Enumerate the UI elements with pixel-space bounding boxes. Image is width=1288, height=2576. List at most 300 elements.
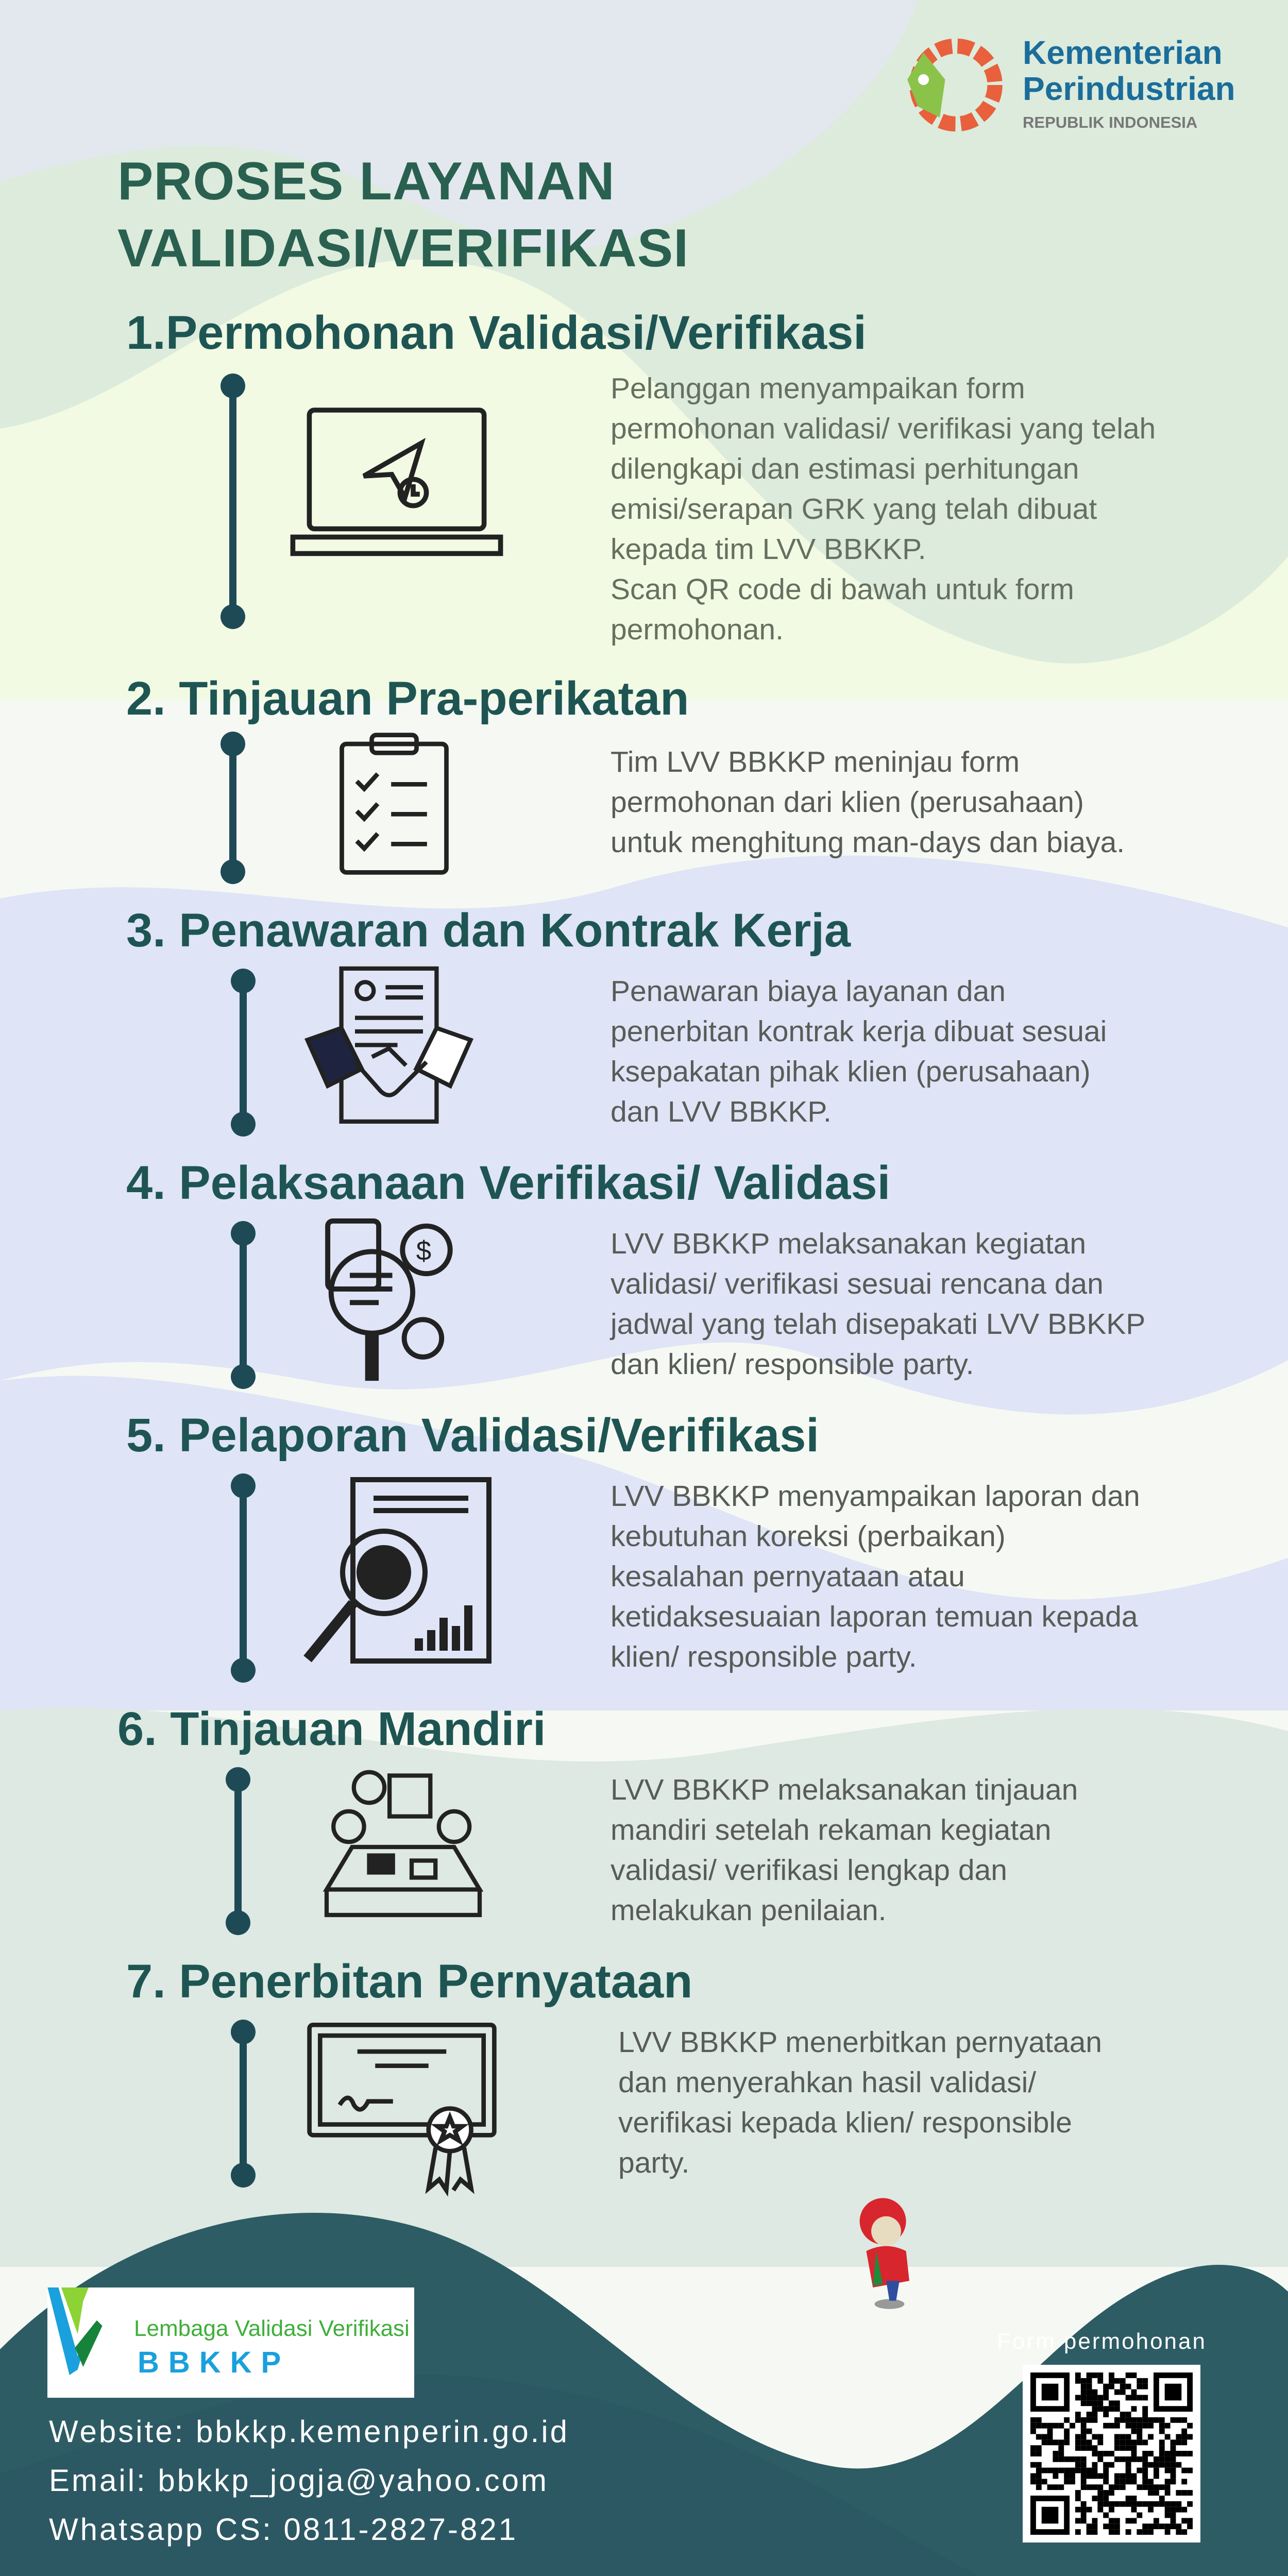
desc-line: dan menyerahkan hasil validasi/ [618, 2066, 1037, 2099]
desc-line: Pelanggan menyampaikan form [611, 372, 1025, 405]
desc-line: dan LVV BBKKP. [611, 1095, 832, 1128]
qr-module [1070, 2456, 1075, 2462]
qr-module [1047, 2429, 1053, 2434]
lvv-logo-mark-icon [47, 2287, 130, 2375]
qr-module [1053, 2451, 1058, 2456]
qr-module [1064, 2439, 1070, 2445]
qr-module [1103, 2496, 1109, 2501]
qr-module [1064, 2434, 1070, 2439]
qr-module [1092, 2468, 1097, 2473]
qr-module [1120, 2417, 1126, 2423]
qr-module [1109, 2378, 1114, 2384]
step-4-title: 4. Pelaksanaan Verifikasi/ Validasi [126, 1157, 891, 1209]
qr-module [1181, 2468, 1187, 2473]
page-title-line1: PROSES LAYANAN [117, 151, 615, 211]
qr-module [1047, 2484, 1053, 2490]
qr-code[interactable] [1023, 2365, 1200, 2543]
qr-module [1159, 2417, 1165, 2423]
qr-module [1126, 2473, 1131, 2479]
qr-module [1142, 2529, 1148, 2535]
qr-module [1176, 2462, 1181, 2468]
qr-module [1087, 2372, 1092, 2378]
desc-line: untuk menghitung man-days dan biaya. [611, 826, 1125, 859]
ministry-name-2: Perindustrian [1023, 70, 1235, 107]
qr-module [1097, 2507, 1103, 2513]
desc-line: Scan QR code di bawah untuk form [611, 573, 1074, 606]
qr-module [1137, 2434, 1142, 2439]
qr-module [1120, 2473, 1126, 2479]
qr-module [1058, 2484, 1064, 2490]
qr-module [1165, 2456, 1171, 2462]
desc-line: LVV BBKKP melaksanakan kegiatan [611, 1227, 1087, 1260]
qr-module [1092, 2395, 1097, 2400]
qr-module [1154, 2468, 1159, 2473]
qr-module [1097, 2451, 1103, 2456]
ministry-logo [896, 31, 1235, 139]
qr-module [1092, 2496, 1097, 2501]
qr-module [1114, 2434, 1120, 2439]
qr-module [1142, 2462, 1148, 2468]
qr-module [1142, 2412, 1148, 2417]
qr-module [1109, 2501, 1114, 2507]
qr-module [1142, 2468, 1148, 2473]
qr-module [1159, 2462, 1165, 2468]
qr-module [1154, 2473, 1159, 2479]
qr-module [1081, 2462, 1087, 2468]
qr-module [1053, 2439, 1058, 2445]
ministry-name: Kementerian [1023, 34, 1223, 71]
step-5-title: 5. Pelaporan Validasi/Verifikasi [126, 1409, 819, 1462]
qr-module [1092, 2473, 1097, 2479]
qr-module [1097, 2490, 1103, 2496]
qr-module [1081, 2501, 1087, 2507]
step-3-description [611, 971, 1229, 1132]
step-1-title: 1.Permohonan Validasi/Verifikasi [126, 307, 867, 359]
qr-module [1126, 2501, 1131, 2507]
qr-module [1142, 2384, 1148, 2389]
qr-module [1103, 2513, 1109, 2518]
qr-module [1181, 2479, 1187, 2484]
qr-module [1181, 2490, 1187, 2496]
qr-module [1030, 2479, 1036, 2484]
desc-line: ketidaksesuaian laporan temuan kepada [611, 1600, 1138, 1633]
qr-module [1103, 2523, 1109, 2529]
qr-module [1126, 2479, 1131, 2484]
qr-module [1081, 2384, 1087, 2389]
qr-module [1103, 2462, 1109, 2468]
qr-module [1126, 2529, 1131, 2535]
qr-module [1075, 2518, 1081, 2523]
desc-line: jadwal yang telah disepakati LVV BBKKP [611, 1308, 1146, 1341]
step-3-timeline [240, 969, 256, 1137]
qr-module [1087, 2429, 1092, 2434]
qr-finder [1042, 2384, 1059, 2401]
qr-module [1087, 2400, 1092, 2406]
qr-code-icon [1030, 2372, 1193, 2535]
qr-module [1092, 2462, 1097, 2468]
qr-module [1075, 2507, 1081, 2513]
qr-module [1171, 2417, 1176, 2423]
qr-module [1092, 2529, 1097, 2535]
qr-module [1181, 2518, 1187, 2523]
qr-module [1137, 2395, 1142, 2400]
qr-module [1053, 2456, 1058, 2462]
qr-module [1097, 2456, 1103, 2462]
qr-module [1142, 2395, 1148, 2400]
desc-line: klien/ responsible party. [611, 1640, 917, 1673]
lvv-logo-line1: Lembaga Validasi Verifikasi [134, 2316, 410, 2341]
qr-module [1097, 2484, 1103, 2490]
qr-module [1087, 2507, 1092, 2513]
qr-module [1075, 2462, 1081, 2468]
qr-module [1154, 2484, 1159, 2490]
qr-module [1092, 2434, 1097, 2439]
qr-module [1081, 2400, 1087, 2406]
qr-module [1154, 2417, 1159, 2423]
step-6-description [611, 1770, 1229, 1930]
qr-module [1097, 2439, 1103, 2445]
qr-module [1181, 2434, 1187, 2439]
qr-module [1126, 2468, 1131, 2473]
qr-module [1165, 2423, 1171, 2429]
qr-module [1081, 2479, 1087, 2484]
qr-module [1131, 2429, 1137, 2434]
qr-module [1081, 2434, 1087, 2439]
qr-module [1087, 2484, 1092, 2490]
qr-module [1142, 2417, 1148, 2423]
qr-module [1075, 2456, 1081, 2462]
desc-line: verifikasi kepada klien/ responsible [618, 2106, 1072, 2139]
qr-module [1103, 2501, 1109, 2507]
qr-module [1103, 2423, 1109, 2429]
qr-module [1036, 2423, 1042, 2429]
qr-module [1148, 2529, 1154, 2535]
lvv-bbkkp-logo [47, 2287, 414, 2398]
ministry-country: REPUBLIK INDONESIA [1023, 113, 1198, 131]
qr-module [1103, 2384, 1109, 2389]
qr-module [1047, 2434, 1053, 2439]
qr-module [1126, 2434, 1131, 2439]
qr-module [1081, 2378, 1087, 2384]
qr-module [1165, 2490, 1171, 2496]
qr-module [1171, 2445, 1176, 2451]
qr-module [1165, 2434, 1171, 2439]
qr-module [1137, 2417, 1142, 2423]
qr-module [1075, 2378, 1081, 2384]
qr-module [1159, 2439, 1165, 2445]
qr-module [1120, 2479, 1126, 2484]
qr-module [1042, 2423, 1047, 2429]
qr-module [1171, 2462, 1176, 2468]
qr-module [1097, 2372, 1103, 2378]
qr-module [1081, 2484, 1087, 2490]
step-2-description [611, 742, 1229, 862]
qr-module [1148, 2451, 1154, 2456]
qr-module [1030, 2423, 1036, 2429]
qr-module [1087, 2378, 1092, 2384]
qr-module [1126, 2462, 1131, 2468]
qr-module [1120, 2412, 1126, 2417]
qr-module [1103, 2451, 1109, 2456]
desc-line: LVV BBKKP melaksanakan tinjauan [611, 1773, 1078, 1806]
qr-module [1114, 2423, 1120, 2429]
step-7-description [618, 2022, 1236, 2183]
whatsapp-text: Whatsapp CS: 0811-2827-821 [49, 2512, 518, 2547]
qr-module [1142, 2473, 1148, 2479]
qr-module [1114, 2417, 1120, 2423]
qr-module [1120, 2434, 1126, 2439]
step-6-timeline [234, 1767, 250, 1935]
qr-module [1154, 2518, 1159, 2523]
qr-module [1171, 2501, 1176, 2507]
qr-module [1171, 2456, 1176, 2462]
qr-module [1081, 2429, 1087, 2434]
qr-module [1131, 2423, 1137, 2429]
qr-module [1092, 2417, 1097, 2423]
desc-line: Tim LVV BBKKP meninjau form [611, 745, 1020, 778]
qr-module [1092, 2523, 1097, 2529]
qr-module [1126, 2518, 1131, 2523]
qr-module [1109, 2523, 1114, 2529]
desc-line: kepada tim LVV BBKKP. [611, 533, 926, 566]
qr-module [1165, 2523, 1171, 2529]
qr-module [1103, 2473, 1109, 2479]
qr-module [1092, 2451, 1097, 2456]
desc-line: Penawaran biaya layanan dan [611, 975, 1006, 1008]
qr-module [1187, 2523, 1193, 2529]
qr-module [1109, 2529, 1114, 2535]
qr-module [1171, 2507, 1176, 2513]
qr-module [1109, 2451, 1114, 2456]
qr-module [1142, 2484, 1148, 2490]
qr-module [1036, 2473, 1042, 2479]
qr-module [1092, 2372, 1097, 2378]
report-analysis-icon [289, 1473, 500, 1680]
step-2-timeline [229, 732, 245, 884]
qr-module [1137, 2384, 1142, 2389]
qr-module [1126, 2384, 1131, 2389]
qr-module [1159, 2523, 1165, 2529]
qr-module [1075, 2412, 1081, 2417]
qr-module [1097, 2434, 1103, 2439]
qr-module [1120, 2456, 1126, 2462]
contract-handshake-icon [304, 963, 474, 1133]
qr-module [1075, 2372, 1081, 2378]
qr-module [1114, 2479, 1120, 2484]
qr-module [1142, 2501, 1148, 2507]
qr-module [1081, 2445, 1087, 2451]
qr-module [1087, 2417, 1092, 2423]
qr-module [1137, 2378, 1142, 2384]
qr-module [1176, 2507, 1181, 2513]
qr-module [1081, 2518, 1087, 2523]
qr-module [1142, 2523, 1148, 2529]
qr-module [1154, 2523, 1159, 2529]
desc-line: kebutuhan koreksi (perbaikan) [611, 1520, 1006, 1553]
step-5-description [611, 1476, 1229, 1677]
qr-module [1148, 2501, 1154, 2507]
qr-module [1087, 2395, 1092, 2400]
qr-module [1058, 2423, 1064, 2429]
qr-module [1047, 2439, 1053, 2445]
desc-line: melakukan penilaian. [611, 1894, 887, 1927]
desc-line: party. [618, 2146, 690, 2179]
desc-line: ksepakatan pihak klien (perusahaan) [611, 1055, 1091, 1088]
qr-module [1081, 2423, 1087, 2429]
qr-module [1081, 2513, 1087, 2518]
qr-module [1120, 2501, 1126, 2507]
qr-module [1030, 2429, 1036, 2434]
qr-module [1081, 2439, 1087, 2445]
qr-module [1058, 2445, 1064, 2451]
qr-module [1109, 2406, 1114, 2412]
qr-module [1087, 2389, 1092, 2395]
qr-label: Form permohonan [997, 2329, 1207, 2354]
qr-finder [1042, 2507, 1059, 2524]
qr-module [1181, 2417, 1187, 2423]
qr-module [1092, 2389, 1097, 2395]
qr-module [1148, 2423, 1154, 2429]
qr-module [1171, 2468, 1176, 2473]
qr-module [1109, 2384, 1114, 2389]
qr-module [1053, 2473, 1058, 2479]
qr-module [1131, 2445, 1137, 2451]
qr-module [1159, 2456, 1165, 2462]
qr-module [1131, 2451, 1137, 2456]
qr-module [1142, 2439, 1148, 2445]
certificate-icon [304, 2020, 500, 2197]
qr-module [1097, 2395, 1103, 2400]
qr-module [1148, 2484, 1154, 2490]
qr-module [1131, 2501, 1137, 2507]
qr-module [1081, 2456, 1087, 2462]
qr-module [1131, 2479, 1137, 2484]
qr-module [1058, 2456, 1064, 2462]
qr-module [1109, 2484, 1114, 2490]
qr-module [1075, 2529, 1081, 2535]
desc-line: kesalahan pernyataan atau [611, 1560, 965, 1593]
qr-module [1070, 2479, 1075, 2484]
qr-module [1092, 2412, 1097, 2417]
svg-text:$: $ [416, 1235, 432, 1266]
qr-module [1114, 2473, 1120, 2479]
qr-module [1109, 2372, 1114, 2378]
qr-module [1137, 2468, 1142, 2473]
qr-module [1114, 2406, 1120, 2412]
qr-module [1131, 2518, 1137, 2523]
page-title-line2: VALIDASI/VERIFIKASI [117, 218, 689, 278]
qr-module [1070, 2473, 1075, 2479]
lvv-logo-line2: BBKKP [138, 2346, 291, 2379]
qr-module [1036, 2462, 1042, 2468]
qr-module [1165, 2507, 1171, 2513]
qr-module [1142, 2479, 1148, 2484]
qr-module [1092, 2406, 1097, 2412]
qr-module [1120, 2484, 1126, 2490]
qr-finder [1165, 2384, 1182, 2401]
qr-module [1081, 2395, 1087, 2400]
qr-module [1126, 2412, 1131, 2417]
qr-module [1148, 2462, 1154, 2468]
qr-module [1036, 2451, 1042, 2456]
qr-module [1148, 2417, 1154, 2423]
qr-module [1126, 2456, 1131, 2462]
qr-module [1103, 2395, 1109, 2400]
qr-module [1131, 2417, 1137, 2423]
qr-module [1126, 2496, 1131, 2501]
qr-module [1109, 2490, 1114, 2496]
qr-module [1075, 2395, 1081, 2400]
desc-line: validasi/ verifikasi lengkap dan [611, 1854, 1007, 1887]
clipboard-checklist-icon [332, 729, 456, 878]
qr-module [1159, 2501, 1165, 2507]
qr-module [1176, 2501, 1181, 2507]
qr-module [1126, 2417, 1131, 2423]
qr-module [1154, 2462, 1159, 2468]
qr-module [1087, 2468, 1092, 2473]
desc-line: LVV BBKKP menyampaikan laporan dan [611, 1480, 1140, 1513]
qr-module [1114, 2445, 1120, 2451]
qr-module [1036, 2484, 1042, 2490]
qr-module [1087, 2523, 1092, 2529]
qr-module [1137, 2423, 1142, 2429]
qr-module [1126, 2423, 1131, 2429]
qr-module [1075, 2439, 1081, 2445]
qr-module [1176, 2434, 1181, 2439]
qr-module [1120, 2378, 1126, 2384]
qr-module [1092, 2518, 1097, 2523]
qr-module [1171, 2523, 1176, 2529]
qr-module [1030, 2451, 1036, 2456]
qr-module [1064, 2456, 1070, 2462]
qr-module [1165, 2501, 1171, 2507]
qr-module [1075, 2417, 1081, 2423]
qr-module [1165, 2484, 1171, 2490]
qr-module [1109, 2423, 1114, 2429]
qr-module [1176, 2523, 1181, 2529]
qr-module [1081, 2468, 1087, 2473]
qr-module [1176, 2417, 1181, 2423]
qr-module [1154, 2456, 1159, 2462]
qr-module [1171, 2439, 1176, 2445]
qr-module [1042, 2468, 1047, 2473]
qr-module [1187, 2423, 1193, 2429]
qr-module [1092, 2445, 1097, 2451]
qr-module [1042, 2439, 1047, 2445]
qr-module [1126, 2395, 1131, 2400]
qr-module [1176, 2439, 1181, 2445]
qr-module [1154, 2490, 1159, 2496]
qr-module [1097, 2473, 1103, 2479]
qr-module [1137, 2501, 1142, 2507]
qr-module [1159, 2484, 1165, 2490]
qr-module [1148, 2490, 1154, 2496]
qr-module [1126, 2445, 1131, 2451]
qr-module [1187, 2468, 1193, 2473]
qr-module [1030, 2417, 1036, 2423]
qr-module [1036, 2468, 1042, 2473]
qr-module [1087, 2439, 1092, 2445]
qr-module [1131, 2439, 1137, 2445]
qr-module [1075, 2434, 1081, 2439]
qr-module [1030, 2445, 1036, 2451]
qr-module [1137, 2429, 1142, 2434]
qr-module [1142, 2406, 1148, 2412]
qr-module [1081, 2507, 1087, 2513]
qr-module [1109, 2507, 1114, 2513]
qr-module [1148, 2479, 1154, 2484]
qr-module [1053, 2468, 1058, 2473]
